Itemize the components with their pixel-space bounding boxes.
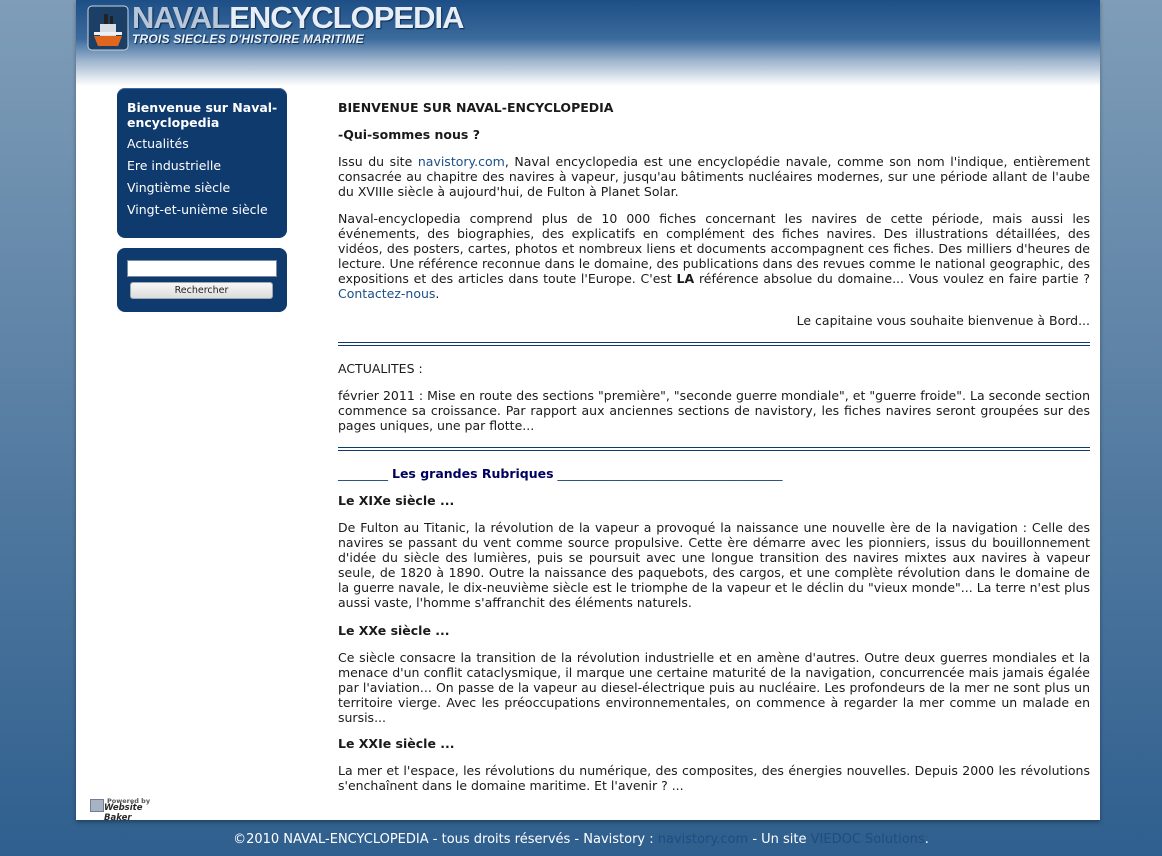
search-input[interactable]	[127, 260, 277, 277]
footer-text: ©2010 NAVAL-ENCYCLOPEDIA - tous droits réservés - Navistory :	[233, 832, 658, 847]
sidebar-item-vingt-et-unieme-siecle[interactable]: Vingt-et-unième siècle	[127, 202, 268, 217]
actualites-heading: ACTUALITES :	[338, 361, 423, 376]
section-text-xxe: Ce siècle consacre la transition de la révolution industrielle et en amène d'autres. Outre deux guerres mondiales et la menace d'un conflit cataclysmique, il marque une certaine maturité de la navigation, concurrencée mais jamais égalée par l'aviation... On passe de la vapeur au diesel-électrique puis au nucléaire. Les profondeurs de la mer ne sont plus un territoire vierge. Avec les préoccupations environnementales, on commence à regarder la mer comme un malade en sursis...	[338, 650, 1090, 725]
description-bold-la: LA	[676, 271, 695, 286]
section-text-xxie: La mer et l'espace, les révolutions du numérique, des composites, des énergies nouvelles. Depuis 2000 les révolutions s'enchaînent dans le domaine maritime. Et l'avenir ? ...	[338, 763, 1090, 793]
logo-title-encyclopedia: ENCYCLOPEDIA	[229, 0, 464, 35]
capitaine-message: Le capitaine vous souhaite bienvenue à Bord...	[796, 313, 1090, 328]
intro-text-before: Issu du site	[338, 154, 418, 169]
page-title: BIENVENUE SUR NAVAL-ENCYCLOPEDIA	[338, 100, 614, 115]
description-text-after: référence absolue du domaine... Vous voulez en faire partie ?	[694, 271, 1090, 286]
qui-sommes-nous-heading: -Qui-sommes nous ?	[338, 127, 480, 142]
intro-paragraph	[338, 154, 1090, 199]
section-title-xxie: Le XXIe siècle ...	[338, 736, 455, 751]
badge-line1: Powered by	[107, 797, 151, 805]
badge-line2: Website Baker	[104, 803, 143, 823]
navistory-link[interactable]: navistory.com	[417, 154, 505, 169]
sidebar-item-vingtieme-siecle[interactable]: Vingtième siècle	[127, 180, 231, 195]
section-title-xxe: Le XXe siècle ...	[338, 623, 450, 638]
sidebar-item-bienvenue[interactable]: Bienvenue sur Naval-encyclopedia	[127, 100, 278, 130]
site-footer	[0, 832, 1162, 848]
description-end: .	[435, 286, 440, 301]
website-baker-icon	[90, 799, 104, 812]
site-header	[76, 0, 1100, 86]
rubriques-suffix: ____________________________________	[553, 466, 783, 481]
rubriques-heading	[338, 466, 783, 481]
page-container	[76, 0, 1100, 823]
sidebar-menu	[117, 88, 287, 238]
ship-logo-icon	[84, 2, 132, 54]
divider	[338, 342, 1090, 346]
logo-title-naval: NAVAL	[132, 0, 230, 35]
logo-title[interactable]	[132, 0, 464, 36]
rubriques-title: Les grandes Rubriques	[391, 466, 554, 481]
intro-text-after: , Naval encyclopedia est une encyclopédie navale, comme son nom l'indique, entièrement consacrée au chapitre des navires à vapeur, jusqu'au bâtiments nucléaires modernes, sur une période allant de l'aube du XVIIIe siècle à aujourd'hui, de Fulton à Planet Solar.	[338, 154, 1090, 199]
description-text: Naval-encyclopedia comprend plus de 10 000 fiches concernant les navires de cette période, mais aussi les événements, des biographies, des explicatifs en complément des fiches navires. Des illustrations détaillées, des vidéos, des posters, cartes, photos et nombreux liens et documents accompagnent ces fiches. Des milliers d'heures de lecture. Une référence reconnue dans le domaine, des publications dans des revues comme le national geographic, des expositions et des articles dans toute l'Europe. C'est	[338, 211, 1090, 286]
footer-navistory-link[interactable]: navistory.com	[657, 832, 749, 847]
section-text-xixe: De Fulton au Titanic, la révolution de la vapeur a provoqué la naissance une nouvelle ère de la navigation : Celle des navires se passant du vent comme source propulsive. Cette ère démarre avec les pionniers, issus du bouillonnement d'idée du siècle des lumières, puis se poursuit avec une longue transition des navires mixtes aux navires à vapeur seule, de 1820 à 1890. Outre la naissance des paquebots, des cargos, et une complète révolution dans le domaine de la guerre navale, le dix-neuvième siècle est le triomphe de la vapeur et le déclin du "vieux monde"... La terre n'est plus aussi vaste, l'homme s'affranchit des éléments naturels.	[338, 520, 1090, 610]
logo-subtitle: TROIS SIECLES D'HISTOIRE MARITIME	[132, 32, 364, 46]
divider	[338, 447, 1090, 451]
sidebar-item-actualites[interactable]: Actualités	[127, 136, 189, 151]
section-title-xixe: Le XIXe siècle ...	[338, 493, 455, 508]
sidebar-item-ere-industrielle[interactable]: Ere industrielle	[127, 158, 222, 173]
footer-viedoc-link[interactable]: VIEDOC Solutions	[810, 832, 925, 847]
rubriques-prefix: ________	[338, 466, 392, 481]
actualites-text: février 2011 : Mise en route des sections "première", "seconde guerre mondiale", et "guerre froide". La seconde section commence sa croissance. Par rapport aux anciennes sections de navistory, les fiches navires seront groupées sur des pages uniques, une par flotte...	[338, 388, 1090, 433]
search-button[interactable]: Rechercher	[130, 282, 273, 299]
description-paragraph	[338, 211, 1090, 301]
website-baker-badge[interactable]	[90, 797, 166, 823]
search-panel	[117, 248, 287, 312]
footer-text-mid: - Un site	[748, 832, 811, 847]
footer-text-end: .	[924, 832, 929, 847]
contact-link[interactable]: Contactez-nous	[338, 286, 436, 301]
